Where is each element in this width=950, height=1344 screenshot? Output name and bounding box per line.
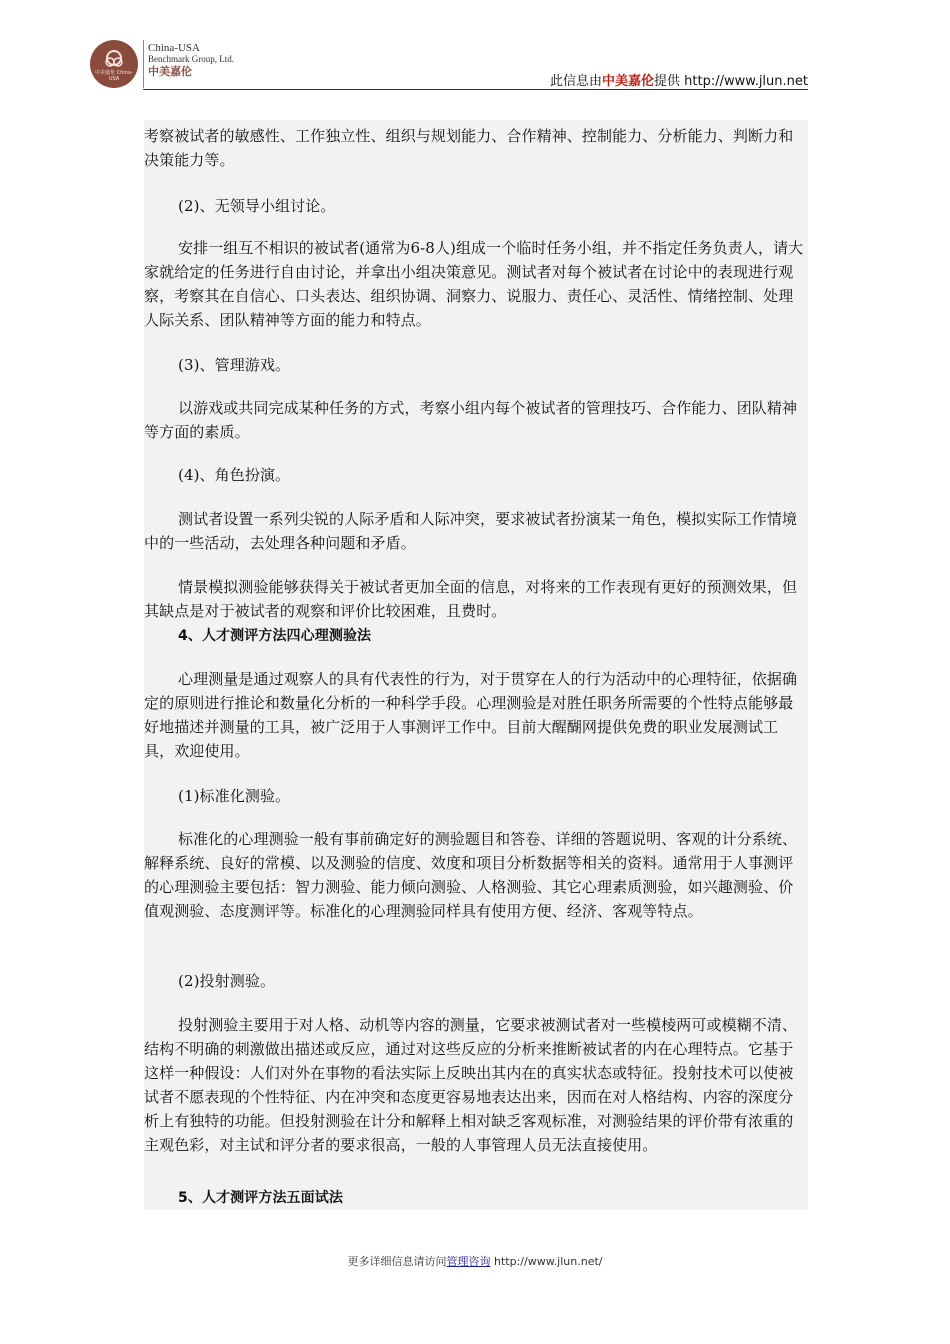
page-header (88, 38, 808, 90)
paragraph: 测试者设置一系列尖锐的人际矛盾和人际冲突，要求被试者扮演某一角色，模拟实际工作情境中的一些活动，去处理各种问题和矛盾。 (144, 510, 798, 552)
paragraph: 心理测量是通过观察人的具有代表性的行为，对于贯穿在人的行为活动中的心理特征，依据确定的原则进行推论和数量化分析的一种科学手段。心理测验是对胜任职务所需要的个性特点能够最好地描述并测量的工具，被广泛用于人事测评工作中。目前大醒醐网提供免费的职业发展测试工具，欢迎使用。 (144, 670, 798, 760)
company-logo (90, 40, 138, 88)
paragraph: 以游戏或共同完成某种任务的方式，考察小组内每个被试者的管理技巧、合作能力、团队精神等方面的素质。 (144, 399, 798, 441)
logo-english-line2: Benchmark Group, Ltd. (148, 54, 234, 64)
paragraph: 投射测验主要用于对人格、动机等内容的测量，它要求被测试者对一些模棱两可或模糊不清、结构不明确的刺激做出描述或反应，通过对这些反应的分析来推断被试者的内在心理特点。它基于这样一种假设：人们对外在事物的看法实际上反映出其内在的真实状态或特征。投射技术可以使被试者不愿表现的个性特征、内在冲突和态度更容易地表达出来，因而在对人格结构、内容的深度分析上有独特的功能。但投射测验在计分和解释上相对缺乏客观标准，对测验结果的评价带有浓重的主观色彩，对主试和评分者的要求很高，一般的人事管理人员无法直接使用。 (144, 1016, 798, 1154)
section-heading: 5、人才测评方法五面试法 (178, 1190, 343, 1206)
list-item: (2)投射测验。 (178, 972, 276, 990)
list-item: (1)标准化测验。 (178, 787, 291, 805)
header-info-brand: 中美嘉伦 (602, 74, 655, 89)
paragraph: 标准化的心理测验一般有事前确定好的测验题目和答卷、详细的答题说明、客观的计分系统、解释系统、良好的常模、以及测验的信度、效度和项目分析数据等相关的资料。通常用于人事测评的心理测验主要包括：智力测验、能力倾向测验、人格测验、其它心理素质测验，如兴趣测验、价值观测验、态度测评等。标准化的心理测验同样具有使用方便、经济、客观等特点。 (144, 830, 798, 920)
logo-divider (143, 40, 144, 88)
list-item: (4)、角色扮演。 (178, 466, 291, 484)
header-source-info (550, 70, 808, 89)
logo-english-line1: China-USA (148, 42, 200, 54)
paragraph: 情景模拟测验能够获得关于被试者更加全面的信息，对将来的工作表现有更好的预测效果，但其缺点是对于被试者的观察和评价比较困难，且费时。 (144, 578, 798, 620)
logo-chinese-name: 中美嘉伦 (148, 65, 192, 78)
footer-prefix: 更多详细信息请访问 (347, 1255, 447, 1268)
page-footer (0, 1253, 950, 1269)
list-item: (3)、管理游戏。 (178, 356, 291, 374)
header-info-suffix: 提供 http://www.jlun.net (654, 74, 808, 89)
logo-mini-text: 中美嘉伦 China-USA (95, 70, 133, 82)
list-item: (2)、无领导小组讨论。 (178, 197, 336, 215)
document-body (144, 120, 808, 1210)
header-info-prefix: 此信息由 (550, 74, 603, 89)
logo-wordmark (148, 42, 234, 78)
footer-consulting-link[interactable]: 管理咨询 (446, 1255, 491, 1268)
paragraph: 考察被试者的敏感性、工作独立性、组织与规划能力、合作精神、控制能力、分析能力、判断力和决策能力等。 (144, 127, 794, 169)
header-rule (143, 89, 808, 90)
paragraph: 安排一组互不相识的被试者(通常为6-8人)组成一个临时任务小组，并不指定任务负责人，请大家就给定的任务进行自由讨论，并拿出小组决策意见。测试者对每个被试者在讨论中的表现进行观察，考察其在自信心、口头表达、组织协调、洞察力、说服力、责任心、灵活性、情绪控制、处理人际关系、团队精神等方面的能力和特点。 (144, 239, 804, 329)
footer-url: http://www.jlun.net/ (490, 1255, 603, 1268)
section-heading: 4、人才测评方法四心理测验法 (178, 628, 372, 644)
